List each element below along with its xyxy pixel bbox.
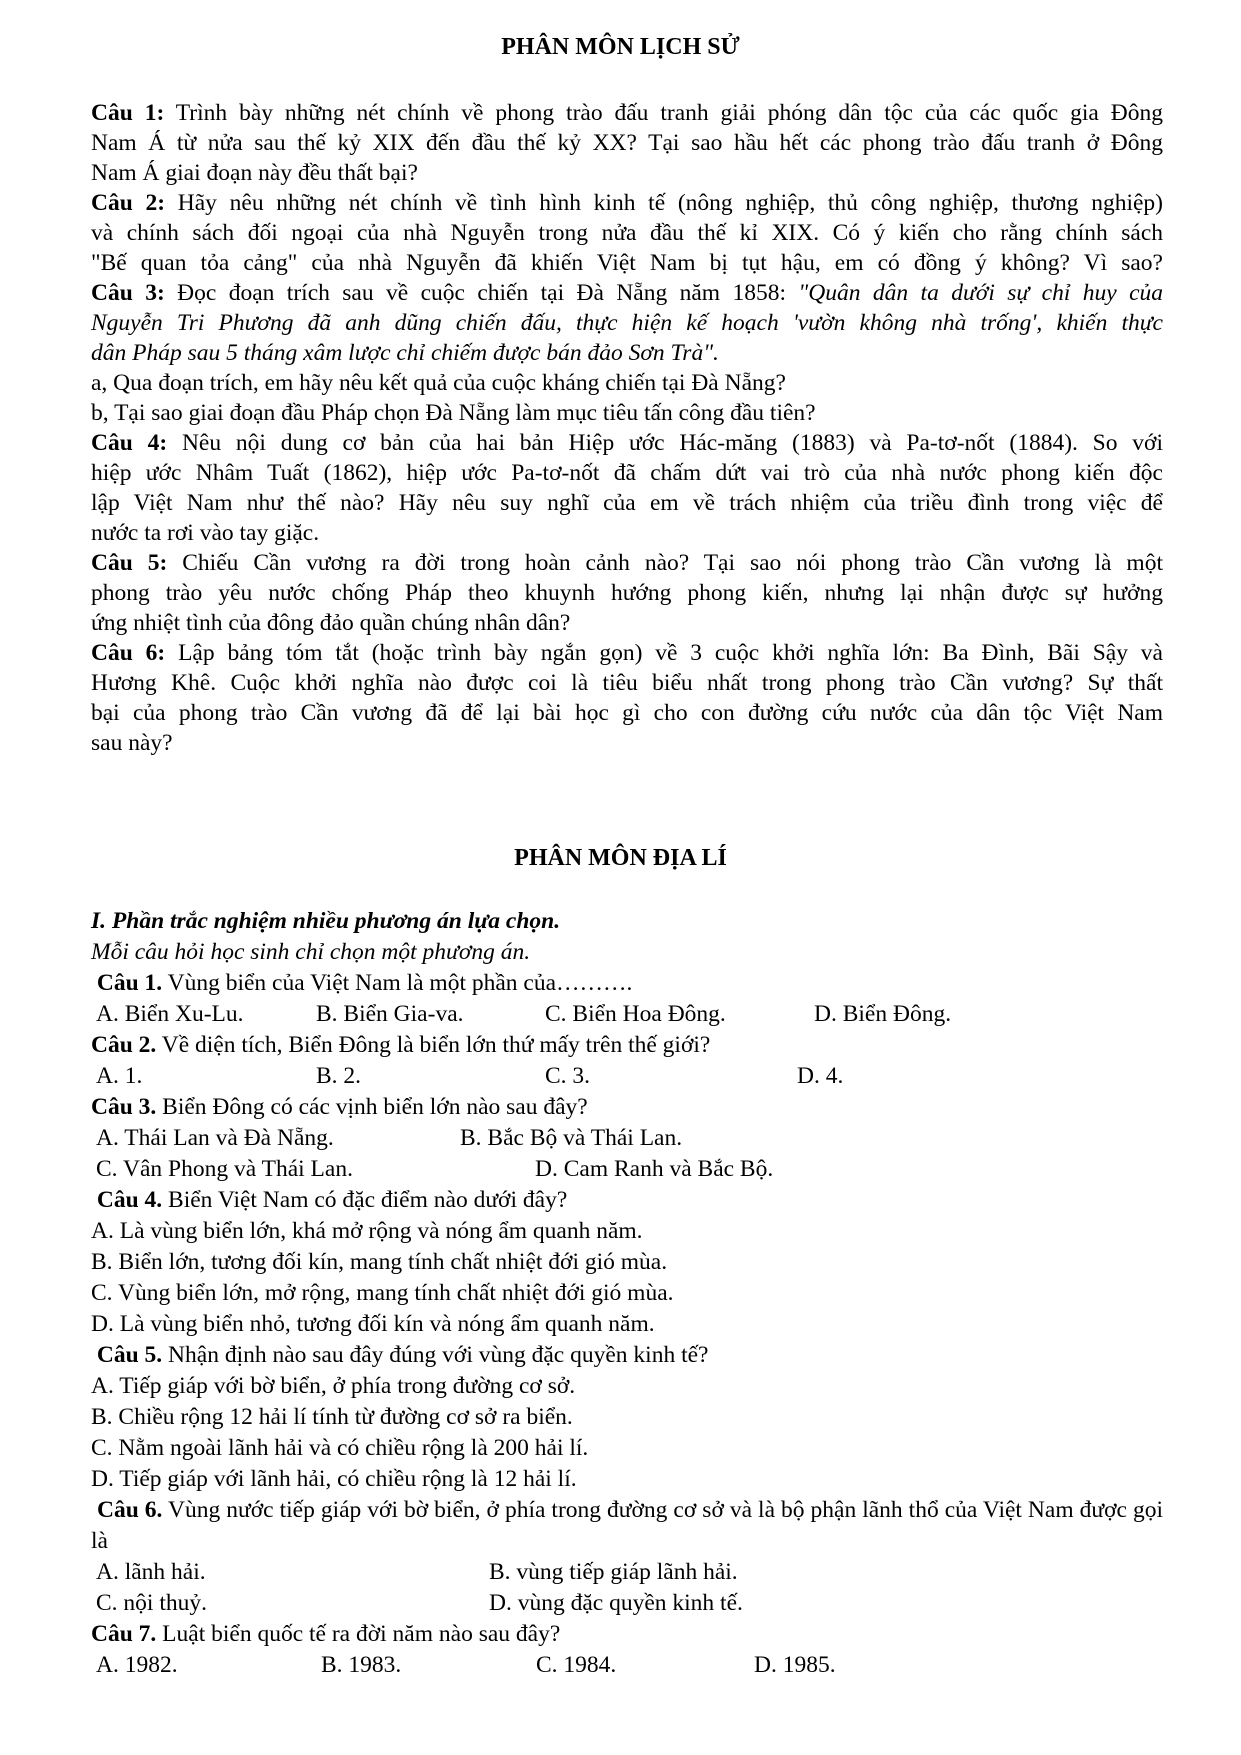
history-q5-line3: ứng nhiệt tình của đông đảo quần chúng nhân dân?	[91, 610, 571, 636]
geography-title: PHÂN MÔN ĐỊA LÍ	[514, 845, 727, 871]
geography-instruction: Mỗi câu hỏi học sinh chỉ chọn một phương án.	[91, 939, 531, 965]
geo-q5-stem: Câu 5. Nhận định nào sau đây đúng với vùng đặc quyền kinh tế?	[96, 1342, 709, 1368]
geo-q6-options-row2	[91, 1588, 1163, 1619]
geo-q1-stem: Câu 1. Vùng biển của Việt Nam là một phần của……….	[96, 970, 633, 996]
geography-questions	[91, 906, 1163, 1681]
geo-q6-option-d: D. vùng đặc quyền kinh tế.	[489, 1590, 743, 1616]
geo-q7-option-a: A. 1982.	[96, 1652, 178, 1678]
history-q2-line2: và chính sách đối ngoại của nhà Nguyễn trong nửa đầu thế kỉ XIX. Có ý kiến cho rằng chính sách	[91, 220, 1163, 246]
geo-q2-options	[91, 1061, 1163, 1092]
history-q3-sub-b: b, Tại sao giai đoạn đầu Pháp chọn Đà Nẵng làm mục tiêu tấn công đầu tiên?	[91, 400, 816, 426]
geo-q1-option-a: A. Biển Xu-Lu.	[96, 1001, 244, 1027]
geo-q5-option-a: A. Tiếp giáp với bờ biển, ở phía trong đường cơ sở.	[91, 1373, 576, 1399]
history-q3-sub-a: a, Qua đoạn trích, em hãy nêu kết quả của cuộc kháng chiến tại Đà Nẵng?	[91, 370, 786, 396]
history-q6-label: Câu 6:	[91, 640, 166, 666]
geo-q3-option-c: C. Vân Phong và Thái Lan.	[96, 1156, 353, 1182]
geo-q3-stem: Câu 3. Biển Đông có các vịnh biển lớn nào sau đây?	[91, 1094, 588, 1120]
geo-q5-option-b: B. Chiều rộng 12 hải lí tính từ đường cơ sở ra biển.	[91, 1404, 573, 1430]
history-title: PHÂN MÔN LỊCH SỬ	[501, 34, 740, 60]
geo-q1-option-d: D. Biển Đông.	[814, 1001, 952, 1027]
history-q1-line3: Nam Á giai đoạn này đều thất bại?	[91, 160, 418, 186]
geo-q3-options-row1	[91, 1123, 1163, 1154]
history-q4-line1: Câu 4: Nêu nội dung cơ bản của hai bản Hiệp ước Hác-măng (1883) và Pa-tơ-nốt (1884). So với	[91, 430, 1163, 456]
geo-q1-options	[91, 999, 1163, 1030]
history-q1-label: Câu 1:	[91, 100, 165, 126]
history-q4-line4: nước ta rơi vào tay giặc.	[91, 520, 320, 546]
history-q6-line3: bại của phong trào Cần vương đã để lại bài học gì cho con đường cứu nước của dân tộc Việt Nam	[91, 700, 1163, 726]
history-q4-line2: hiệp ước Nhâm Tuất (1862), hiệp ước Pa-tơ-nốt đã chấm dứt vai trò của nhà nước phong kiến độc	[91, 460, 1163, 486]
geo-q7-option-c: C. 1984.	[536, 1652, 617, 1678]
geo-q1-option-b: B. Biển Gia-va.	[316, 1001, 464, 1027]
geo-q1-option-c: C. Biển Hoa Đông.	[545, 1001, 726, 1027]
geo-q7-stem: Câu 7. Luật biển quốc tế ra đời năm nào sau đây?	[91, 1621, 561, 1647]
geo-q7-option-b: B. 1983.	[321, 1652, 402, 1678]
history-q5-line1: Câu 5: Chiếu Cần vương ra đời trong hoàn cảnh nào? Tại sao nói phong trào Cần vương là một	[91, 550, 1163, 576]
history-q1-line1: Câu 1: Trình bày những nét chính về phong trào đấu tranh giải phóng dân tộc của các quốc gia Đông	[91, 100, 1163, 126]
history-q5-label: Câu 5:	[91, 550, 168, 576]
geo-q4-stem: Câu 4. Biển Việt Nam có đặc điểm nào dưới đây?	[96, 1187, 568, 1213]
history-q4-label: Câu 4:	[91, 430, 168, 456]
history-q3-line2: Nguyễn Tri Phương đã anh dũng chiến đấu, thực hiện kế hoạch 'vườn không nhà trống', khiến thực	[91, 310, 1163, 336]
geo-q6-option-a: A. lãnh hải.	[96, 1559, 206, 1585]
history-q4-line3: lập Việt Nam như thế nào? Hãy nêu suy nghĩ của em về trách nhiệm của triều đình trong việc để	[91, 490, 1163, 516]
geo-q2-option-a: A. 1.	[96, 1063, 143, 1089]
geo-q4-option-d: D. Là vùng biển nhỏ, tương đối kín và nóng ẩm quanh năm.	[91, 1311, 655, 1337]
geo-q4-option-c: C. Vùng biển lớn, mở rộng, mang tính chất nhiệt đới gió mùa.	[91, 1280, 674, 1306]
geo-q2-option-d: D. 4.	[797, 1063, 844, 1089]
history-q3-line3: dân Pháp sau 5 tháng xâm lược chỉ chiếm được bán đảo Sơn Trà".	[91, 340, 719, 366]
history-q2-label: Câu 2:	[91, 190, 166, 216]
geo-q5-option-c: C. Nằm ngoài lãnh hải và có chiều rộng là 200 hải lí.	[91, 1435, 589, 1461]
geo-q6-option-c: C. nội thuỷ.	[96, 1590, 207, 1616]
geography-section-title: I. Phần trắc nghiệm nhiều phương án lựa chọn.	[91, 908, 561, 934]
history-q6-line4: sau này?	[91, 730, 173, 756]
geo-q4-option-b: B. Biển lớn, tương đối kín, mang tính chất nhiệt đới gió mùa.	[91, 1249, 668, 1275]
history-q1-line2: Nam Á từ nửa sau thế kỷ XIX đến đầu thế kỷ XX? Tại sao hầu hết các phong trào đấu tranh ở Đông	[91, 130, 1163, 156]
geo-q6-stem: Câu 6. Vùng nước tiếp giáp với bờ biển, ở phía trong đường cơ sở và là bộ phận lãnh thổ của Việt Nam được gọi là	[91, 1497, 1163, 1554]
geo-q2-option-b: B. 2.	[316, 1063, 362, 1089]
geo-q2-option-c: C. 3.	[545, 1063, 591, 1089]
geo-q5-option-d: D. Tiếp giáp với lãnh hải, có chiều rộng là 12 hải lí.	[91, 1466, 577, 1492]
geo-q6-option-b: B. vùng tiếp giáp lãnh hải.	[489, 1559, 738, 1585]
geo-q7-options	[91, 1650, 1163, 1681]
history-q6-line2: Hương Khê. Cuộc khởi nghĩa nào được coi là tiêu biểu nhất trong phong trào Cần vương? Sự thất	[91, 670, 1163, 696]
history-q3-label: Câu 3:	[91, 280, 165, 306]
history-q2-line3: "Bế quan tỏa cảng" của nhà Nguyễn đã khiến Việt Nam bị tụt hậu, em có đồng ý không? Vì sao?	[91, 250, 1163, 276]
geo-q3-option-b: B. Bắc Bộ và Thái Lan.	[460, 1125, 683, 1151]
geo-q4-option-a: A. Là vùng biển lớn, khá mở rộng và nóng ẩm quanh năm.	[91, 1218, 643, 1244]
geo-q3-option-d: D. Cam Ranh và Bắc Bộ.	[535, 1156, 774, 1182]
geo-q6-options-row1	[91, 1557, 1163, 1588]
geo-q3-options-row2	[91, 1154, 1163, 1185]
history-questions	[91, 98, 1163, 758]
geo-q7-option-d: D. 1985.	[754, 1652, 836, 1678]
history-q5-line2: phong trào yêu nước chống Pháp theo khuynh hướng phong kiến, nhưng lại nhận được sự hưởng	[91, 580, 1163, 606]
geo-q2-stem: Câu 2. Về diện tích, Biển Đông là biển lớn thứ mấy trên thế giới?	[91, 1032, 711, 1058]
history-q6-line1: Câu 6: Lập bảng tóm tắt (hoặc trình bày ngắn gọn) về 3 cuộc khởi nghĩa lớn: Ba Đình, Bãi Sậy và	[91, 640, 1163, 666]
history-q3-line1: Câu 3: Đọc đoạn trích sau về cuộc chiến tại Đà Nẵng năm 1858: "Quân dân ta dưới sự chỉ huy của	[91, 280, 1164, 306]
geo-q3-option-a: A. Thái Lan và Đà Nẵng.	[96, 1125, 334, 1151]
history-q2-line1: Câu 2: Hãy nêu những nét chính về tình hình kinh tế (nông nghiệp, thủ công nghiệp, thương nghiệp)	[91, 190, 1163, 216]
